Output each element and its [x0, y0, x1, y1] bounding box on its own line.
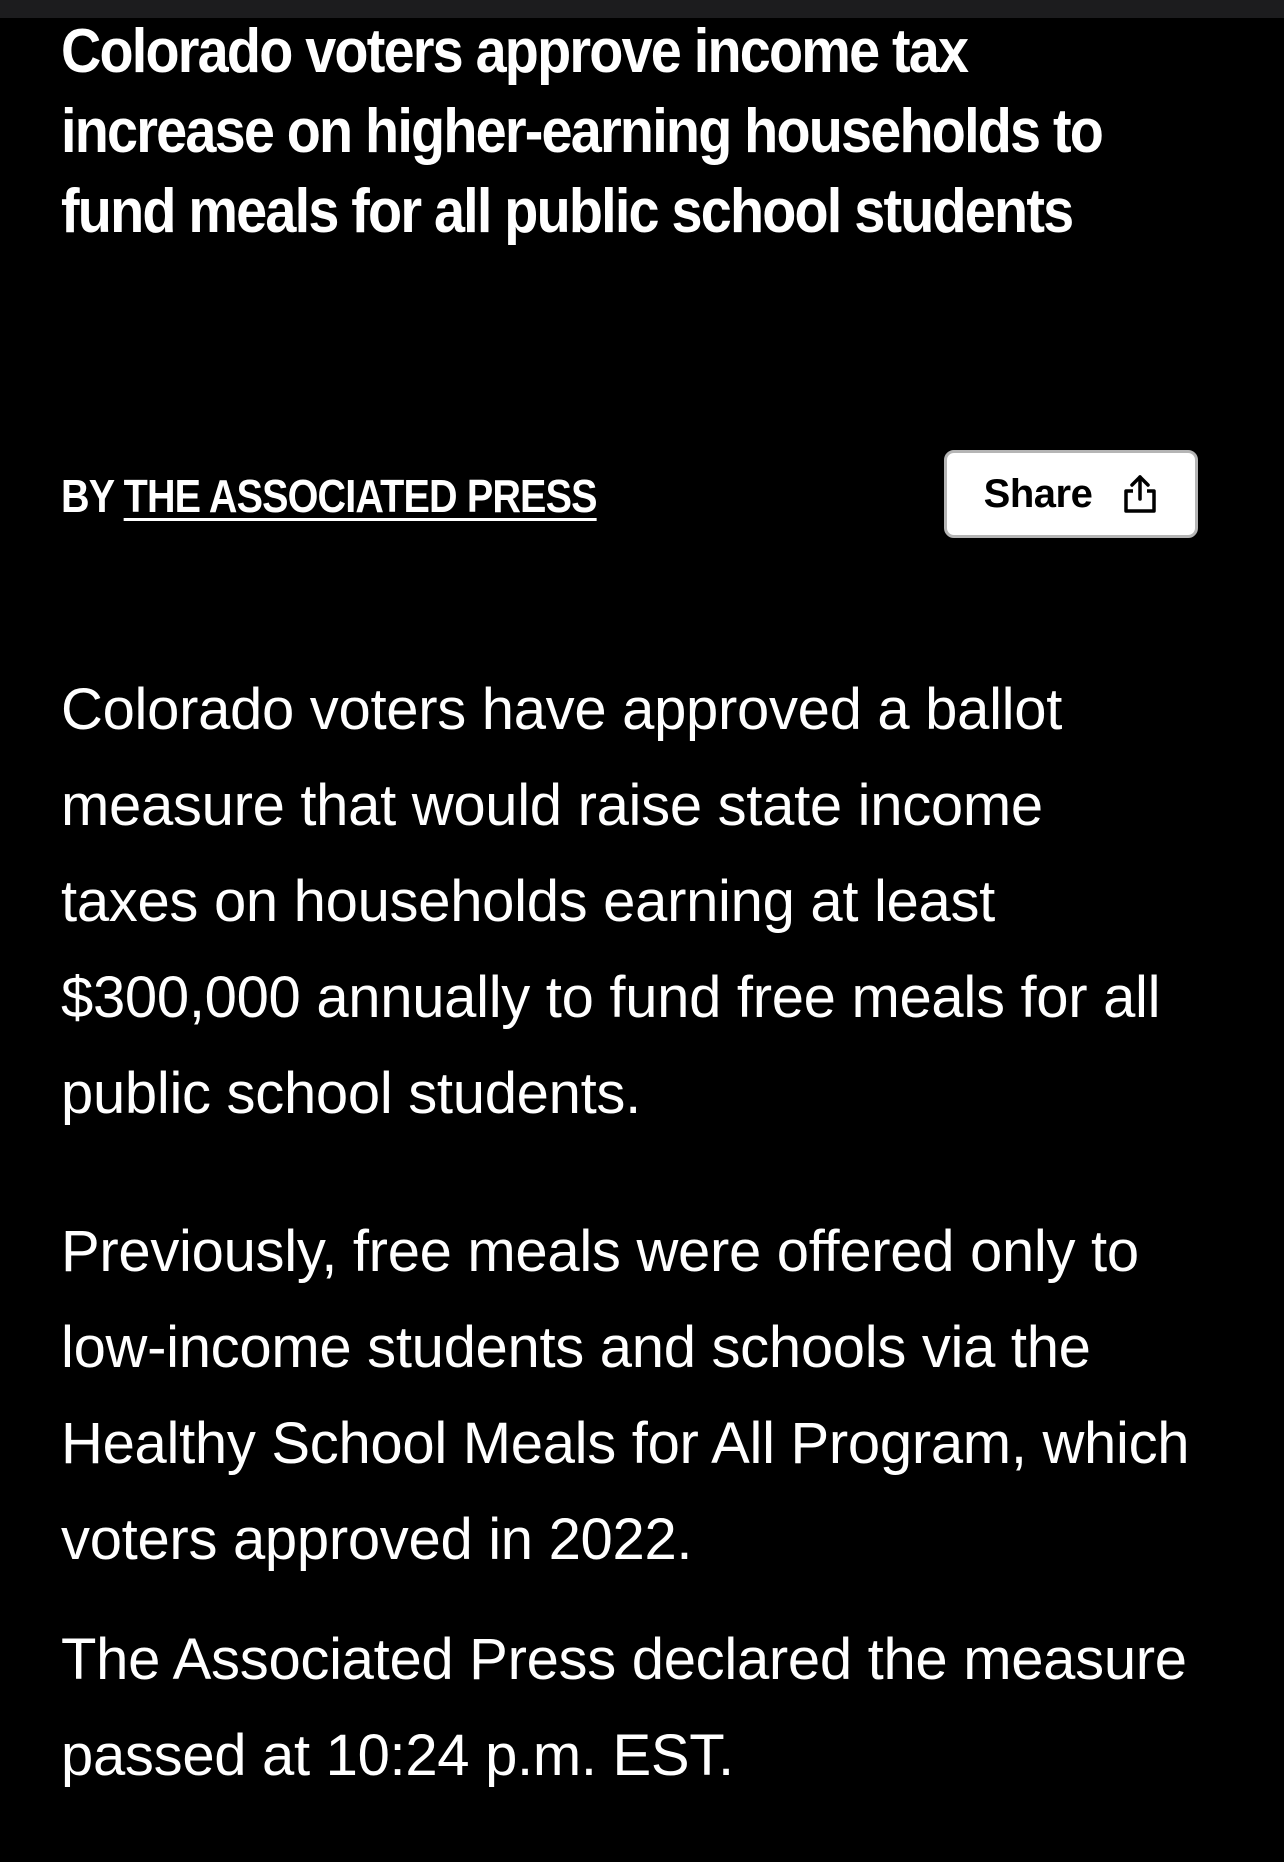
share-icon — [1122, 474, 1158, 514]
article-paragraph: The Associated Press declared the measure passed at 10:24 p.m. EST. — [61, 1627, 1187, 1788]
byline-row — [61, 450, 1201, 542]
share-button-label: Share — [983, 471, 1093, 516]
share-button[interactable] — [944, 450, 1198, 538]
byline-author-link[interactable]: THE ASSOCIATED PRESS — [123, 470, 597, 522]
article-headline: Colorado voters approve income tax increase on higher-earning households to fund meals for all public school students — [61, 17, 1103, 246]
byline-prefix: BY — [61, 470, 114, 522]
article-paragraph: Colorado voters have approved a ballot measure that would raise state income taxes on households earning at least $300,000 annually to fund free meals for all public school students. — [61, 677, 1161, 1126]
byline — [61, 468, 597, 524]
article-paragraph: Previously, free meals were offered only to low-income students and schools via the Healthy School Meals for All Program, which voters approved in 2022. — [61, 1219, 1190, 1572]
